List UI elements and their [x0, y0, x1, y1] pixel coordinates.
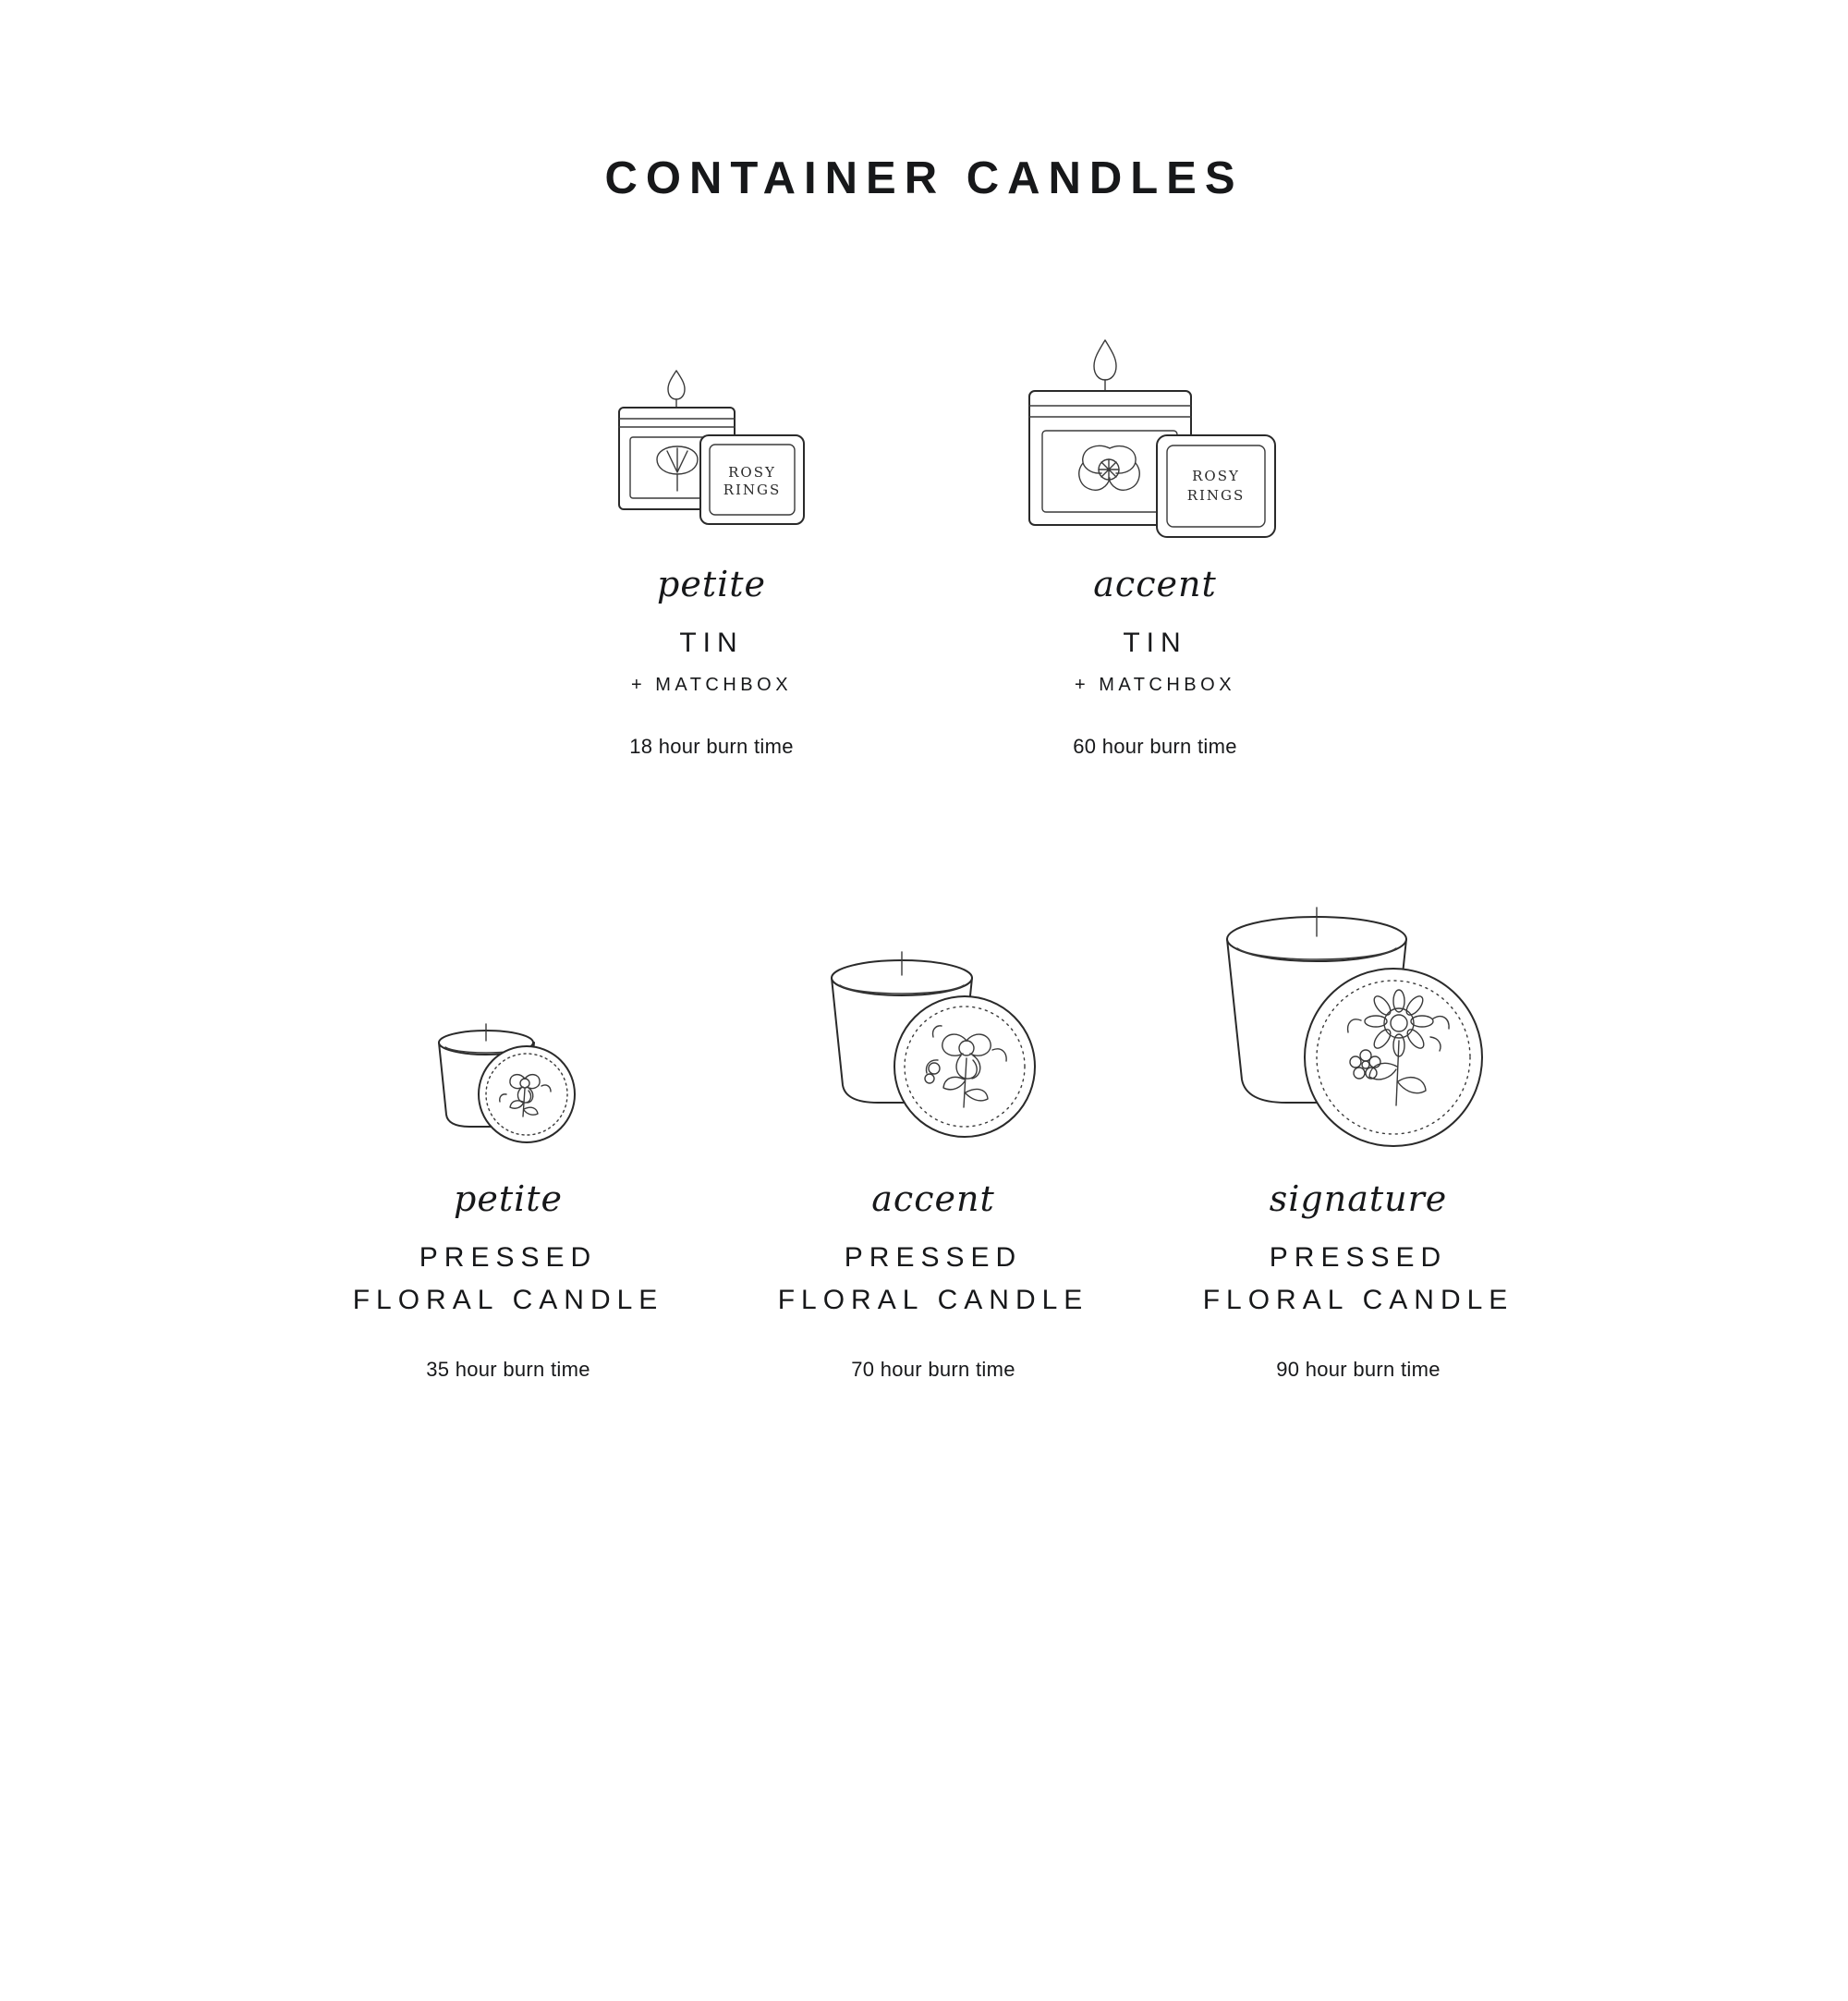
signature-floral-burn-time: 90 hour burn time — [1276, 1357, 1441, 1381]
product-signature-pressed-floral — [1201, 884, 1515, 1382]
petite-floral-script-label: petite — [454, 1177, 563, 1219]
petite-tin-name: TIN — [679, 628, 744, 658]
product-lineup-page — [0, 153, 1848, 2001]
product-petite-tin — [591, 334, 832, 759]
signature-floral-script-label: signature — [1269, 1177, 1448, 1219]
petite-tin-svg — [591, 334, 832, 546]
brand-line-1: ROSY — [728, 464, 776, 481]
brand-line-2: RINGS — [1186, 487, 1246, 504]
product-accent-tin — [1016, 334, 1294, 759]
brand-line-2: RINGS — [723, 482, 782, 498]
petite-floral-svg — [388, 976, 628, 1161]
accent-tin-burn-time: 60 hour burn time — [1073, 734, 1237, 758]
accent-floral-svg — [795, 930, 1072, 1161]
accent-floral-script-label: accent — [871, 1177, 995, 1219]
petite-floral-burn-time: 35 hour burn time — [426, 1357, 590, 1381]
product-row-pressed-floral — [0, 884, 1848, 1382]
product-row-tins — [0, 334, 1848, 759]
accent-floral-burn-time: 70 hour burn time — [851, 1357, 1015, 1381]
product-petite-pressed-floral — [351, 884, 665, 1382]
accent-tin-subname: + MATCHBOX — [1074, 674, 1236, 695]
petite-tin-script-label: petite — [657, 564, 766, 604]
petite-tin-subname: + MATCHBOX — [630, 674, 793, 695]
accent-tin-name: TIN — [1123, 628, 1187, 658]
signature-floral-illustration — [1201, 884, 1515, 1161]
accent-tin-svg — [1016, 334, 1294, 546]
petite-tin-illustration — [591, 334, 832, 546]
signature-floral-svg — [1201, 902, 1515, 1161]
accent-tin-script-label: accent — [1093, 564, 1217, 604]
accent-tin-illustration — [1016, 334, 1294, 546]
petite-tin-burn-time: 18 hour burn time — [629, 734, 794, 758]
signature-floral-name: PRESSED FLORAL CANDLE — [1202, 1241, 1514, 1315]
petite-floral-name: PRESSED FLORAL CANDLE — [352, 1241, 664, 1315]
product-accent-pressed-floral — [776, 884, 1090, 1382]
page-title: CONTAINER CANDLES — [604, 153, 1244, 203]
brand-line-1: ROSY — [1192, 468, 1240, 484]
petite-floral-illustration — [388, 884, 628, 1161]
accent-floral-name: PRESSED FLORAL CANDLE — [777, 1241, 1089, 1315]
accent-floral-illustration — [795, 884, 1072, 1161]
